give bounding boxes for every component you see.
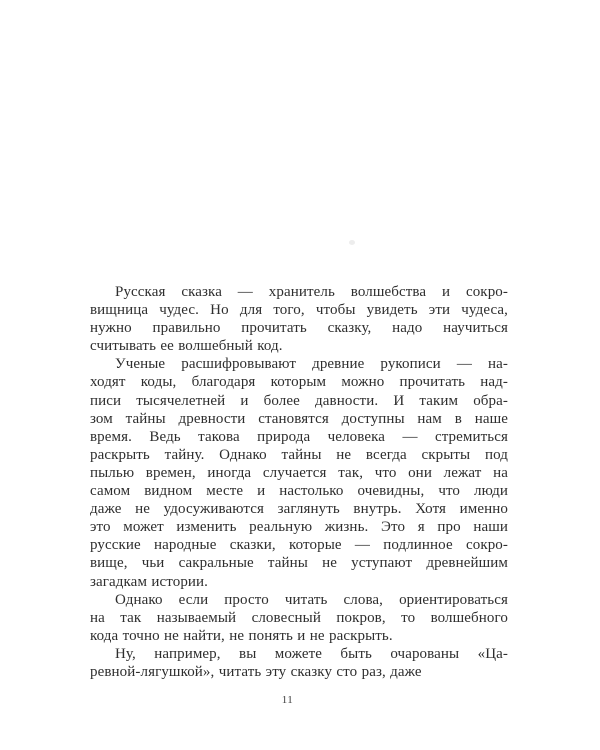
text-line: писи тысячелетней и более давности. И таким обра- <box>90 392 508 409</box>
page-number: 11 <box>281 694 294 706</box>
text-line: это может изменить реальную жизнь. Это я про наши <box>90 519 508 536</box>
text-line: нужно правильно прочитать сказку, надо научиться <box>90 320 508 337</box>
scan-speck <box>349 240 355 245</box>
text-line: Русская сказка — хранитель волшебства и сокро- <box>115 284 508 300</box>
text-line: ревной-лягушкой», читать эту сказку сто раз, даже <box>90 663 422 680</box>
text-line: самом видном месте и настолько очевидны, что люди <box>90 483 508 500</box>
paragraph <box>90 355 508 590</box>
paragraph <box>90 645 508 681</box>
text-line: русские народные сказки, которые — подлинное сокро- <box>90 537 508 554</box>
text-line: вище, чьи сакральные тайны не уступают древнейшим <box>90 555 508 572</box>
text-line: зом тайны древности становятся доступны нам в наше <box>90 410 508 427</box>
page-text-block <box>90 283 508 681</box>
text-line: пылью времен, иногда случается так, что они лежат на <box>90 464 508 481</box>
text-line: раскрыть тайну. Однако тайны не всегда скрыты под <box>90 446 508 463</box>
text-line: считывать ее волшебный код. <box>90 338 283 355</box>
paragraph <box>90 591 508 645</box>
text-line: ходят коды, благодаря которым можно прочитать над- <box>90 374 508 391</box>
text-line: на так называемый словесный покров, то волшебного <box>90 609 508 626</box>
text-line: даже не удосуживаются заглянуть внутрь. Хотя именно <box>90 501 508 518</box>
text-line: загадкам истории. <box>90 573 209 590</box>
text-line: время. Ведь такова природа человека — стремиться <box>90 428 508 445</box>
text-line: Однако если просто читать слова, ориентироваться <box>115 591 508 608</box>
text-line: вищница чудес. Но для того, чтобы увидеть эти чудеса, <box>90 302 508 319</box>
text-line: Ученые расшифровывают древние рукописи — на- <box>115 356 508 373</box>
text-line: кода точно не найти, не понять и не раскрыть. <box>90 627 393 644</box>
paragraph <box>90 283 508 355</box>
text-line: Ну, например, вы можете быть очарованы «Ца- <box>115 645 508 662</box>
